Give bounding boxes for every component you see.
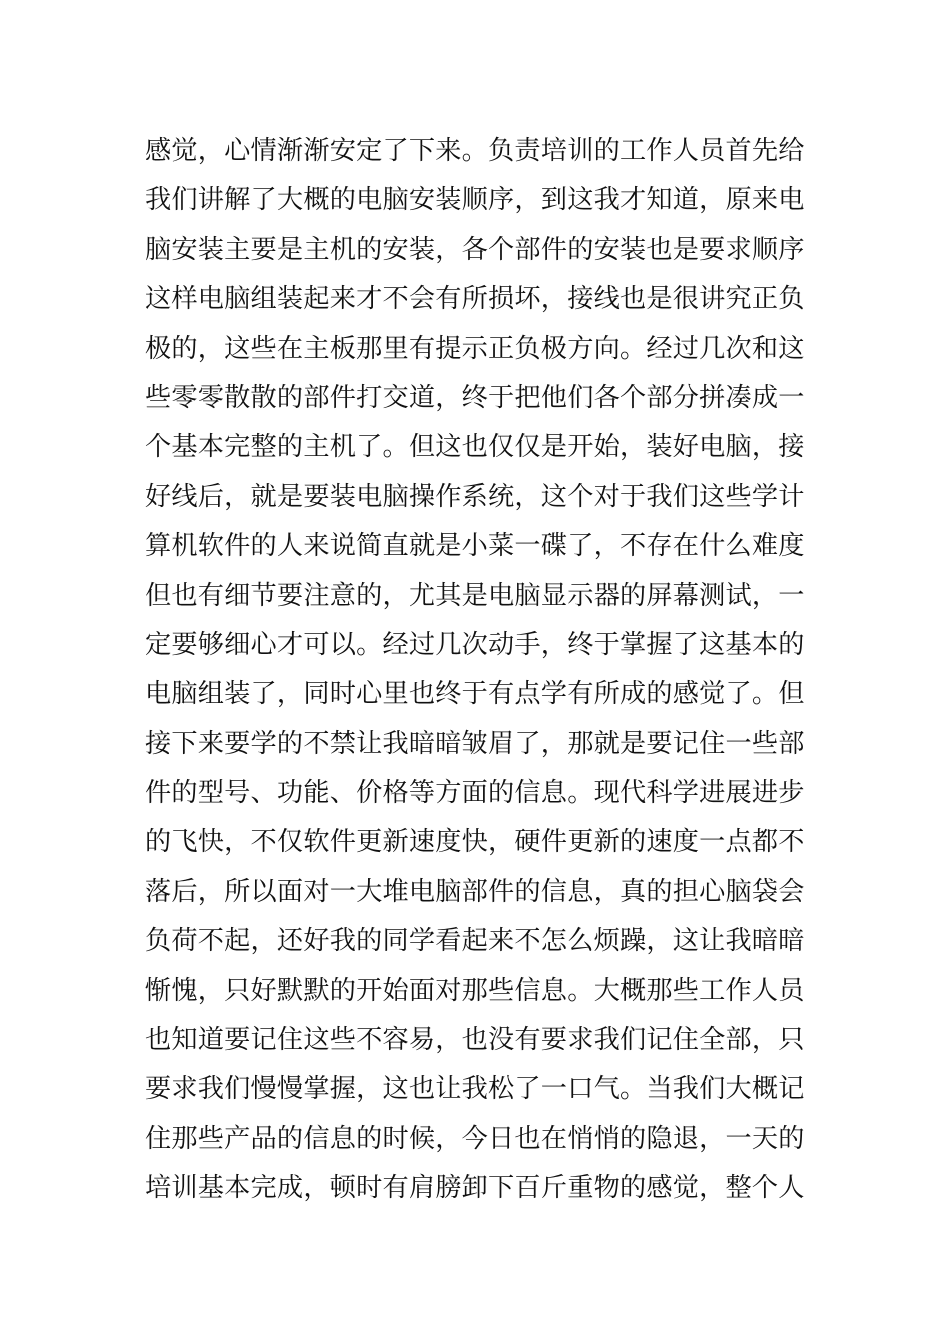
text-line: 接下来要学的不禁让我暗暗皱眉了，那就是要记住一些部 xyxy=(145,728,805,759)
text-line: 极的，这些在主板那里有提示正负极方向。经过几次和这 xyxy=(145,333,805,364)
text-line: 个基本完整的主机了。但这也仅仅是开始，装好电脑，接 xyxy=(145,432,805,463)
text-line: 也知道要记住这些不容易，也没有要求我们记住全部，只 xyxy=(145,1025,805,1056)
text-line: 脑安装主要是主机的安装，各个部件的安装也是要求顺序 xyxy=(145,234,805,265)
text-line: 但也有细节要注意的，尤其是电脑显示器的屏幕测试，一 xyxy=(145,580,805,611)
text-line: 要求我们慢慢掌握，这也让我松了一口气。当我们大概记 xyxy=(145,1074,805,1105)
text-line: 我们讲解了大概的电脑安装顺序，到这我才知道，原来电 xyxy=(145,185,805,216)
text-line: 的飞快，不仅软件更新速度快，硬件更新的速度一点都不 xyxy=(145,827,805,858)
text-line: 电脑组装了，同时心里也终于有点学有所成的感觉了。但 xyxy=(145,679,805,710)
text-line: 落后，所以面对一大堆电脑部件的信息，真的担心脑袋会 xyxy=(145,876,805,907)
text-line: 感觉，心情渐渐安定了下来。负责培训的工作人员首先给 xyxy=(145,136,805,166)
text-line: 惭愧，只好默默的开始面对那些信息。大概那些工作人员 xyxy=(145,975,805,1006)
text-line: 住那些产品的信息的时候，今日也在悄悄的隐退，一天的 xyxy=(145,1123,805,1154)
text-line: 些零零散散的部件打交道，终于把他们各个部分拼凑成一 xyxy=(145,382,805,413)
text-line: 定要够细心才可以。经过几次动手，终于掌握了这基本的 xyxy=(145,629,805,660)
text-line: 算机软件的人来说简直就是小菜一碟了，不存在什么难度 xyxy=(145,531,805,562)
text-line: 件的型号、功能、价格等方面的信息。现代科学进展进步 xyxy=(145,778,805,809)
text-line: 负荷不起，还好我的同学看起来不怎么烦躁，这让我暗暗 xyxy=(145,926,805,957)
text-line: 这样电脑组装起来才不会有所损坏，接线也是很讲究正负 xyxy=(145,284,805,315)
text-line: 培训基本完成，顿时有肩膀卸下百斤重物的感觉，整个人 xyxy=(145,1173,805,1204)
body-text xyxy=(145,127,815,1214)
text-line: 好线后，就是要装电脑操作系统，这个对于我们这些学计 xyxy=(145,481,805,512)
